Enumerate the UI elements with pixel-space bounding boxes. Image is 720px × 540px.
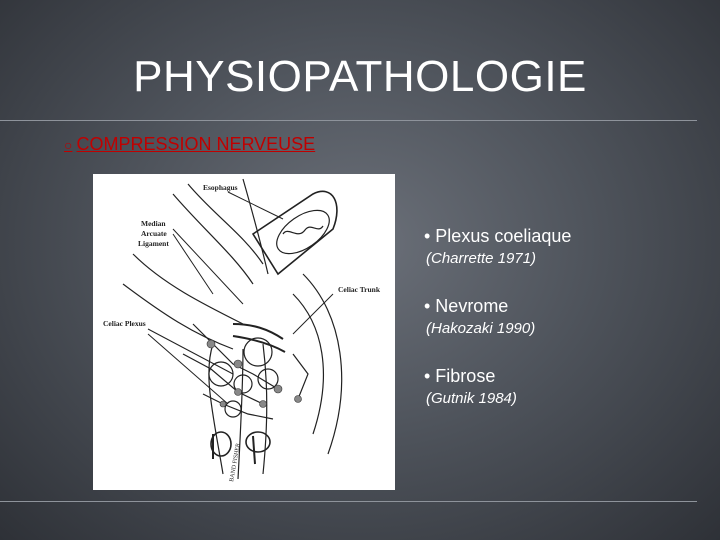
slide-title: PHYSIOPATHOLOGIE bbox=[133, 52, 587, 101]
anatomy-illustration bbox=[93, 174, 395, 490]
label-celiac-trunk: Celiac Trunk bbox=[338, 285, 381, 294]
item-label: • Nevrome bbox=[424, 296, 509, 316]
celiac-anatomy-drawing bbox=[93, 174, 395, 490]
label-ligament-2: Arcuate bbox=[141, 229, 167, 238]
label-ligament-1: Median bbox=[141, 219, 166, 228]
section-heading bbox=[64, 134, 315, 155]
hollow-bullet-icon: ○ bbox=[64, 136, 73, 153]
item-label: • Plexus coeliaque bbox=[424, 226, 572, 246]
bottom-divider bbox=[0, 501, 697, 502]
artist-signature: BAND FISHER bbox=[229, 442, 242, 483]
list-item bbox=[424, 226, 684, 267]
label-ligament-3: Ligament bbox=[138, 239, 169, 248]
item-label: • Fibrose bbox=[424, 366, 496, 386]
label-celiac-plexus: Celiac Plexus bbox=[103, 319, 146, 328]
item-reference: (Hakozaki 1990) bbox=[426, 320, 536, 337]
section-heading-text: COMPRESSION NERVEUSE bbox=[76, 134, 316, 154]
item-reference: (Gutnik 1984) bbox=[426, 390, 517, 407]
item-reference: (Charrette 1971) bbox=[426, 250, 537, 267]
list-item bbox=[424, 296, 684, 337]
list-item bbox=[424, 366, 684, 407]
top-divider bbox=[0, 120, 697, 121]
label-esophagus: Esophagus bbox=[203, 183, 238, 192]
